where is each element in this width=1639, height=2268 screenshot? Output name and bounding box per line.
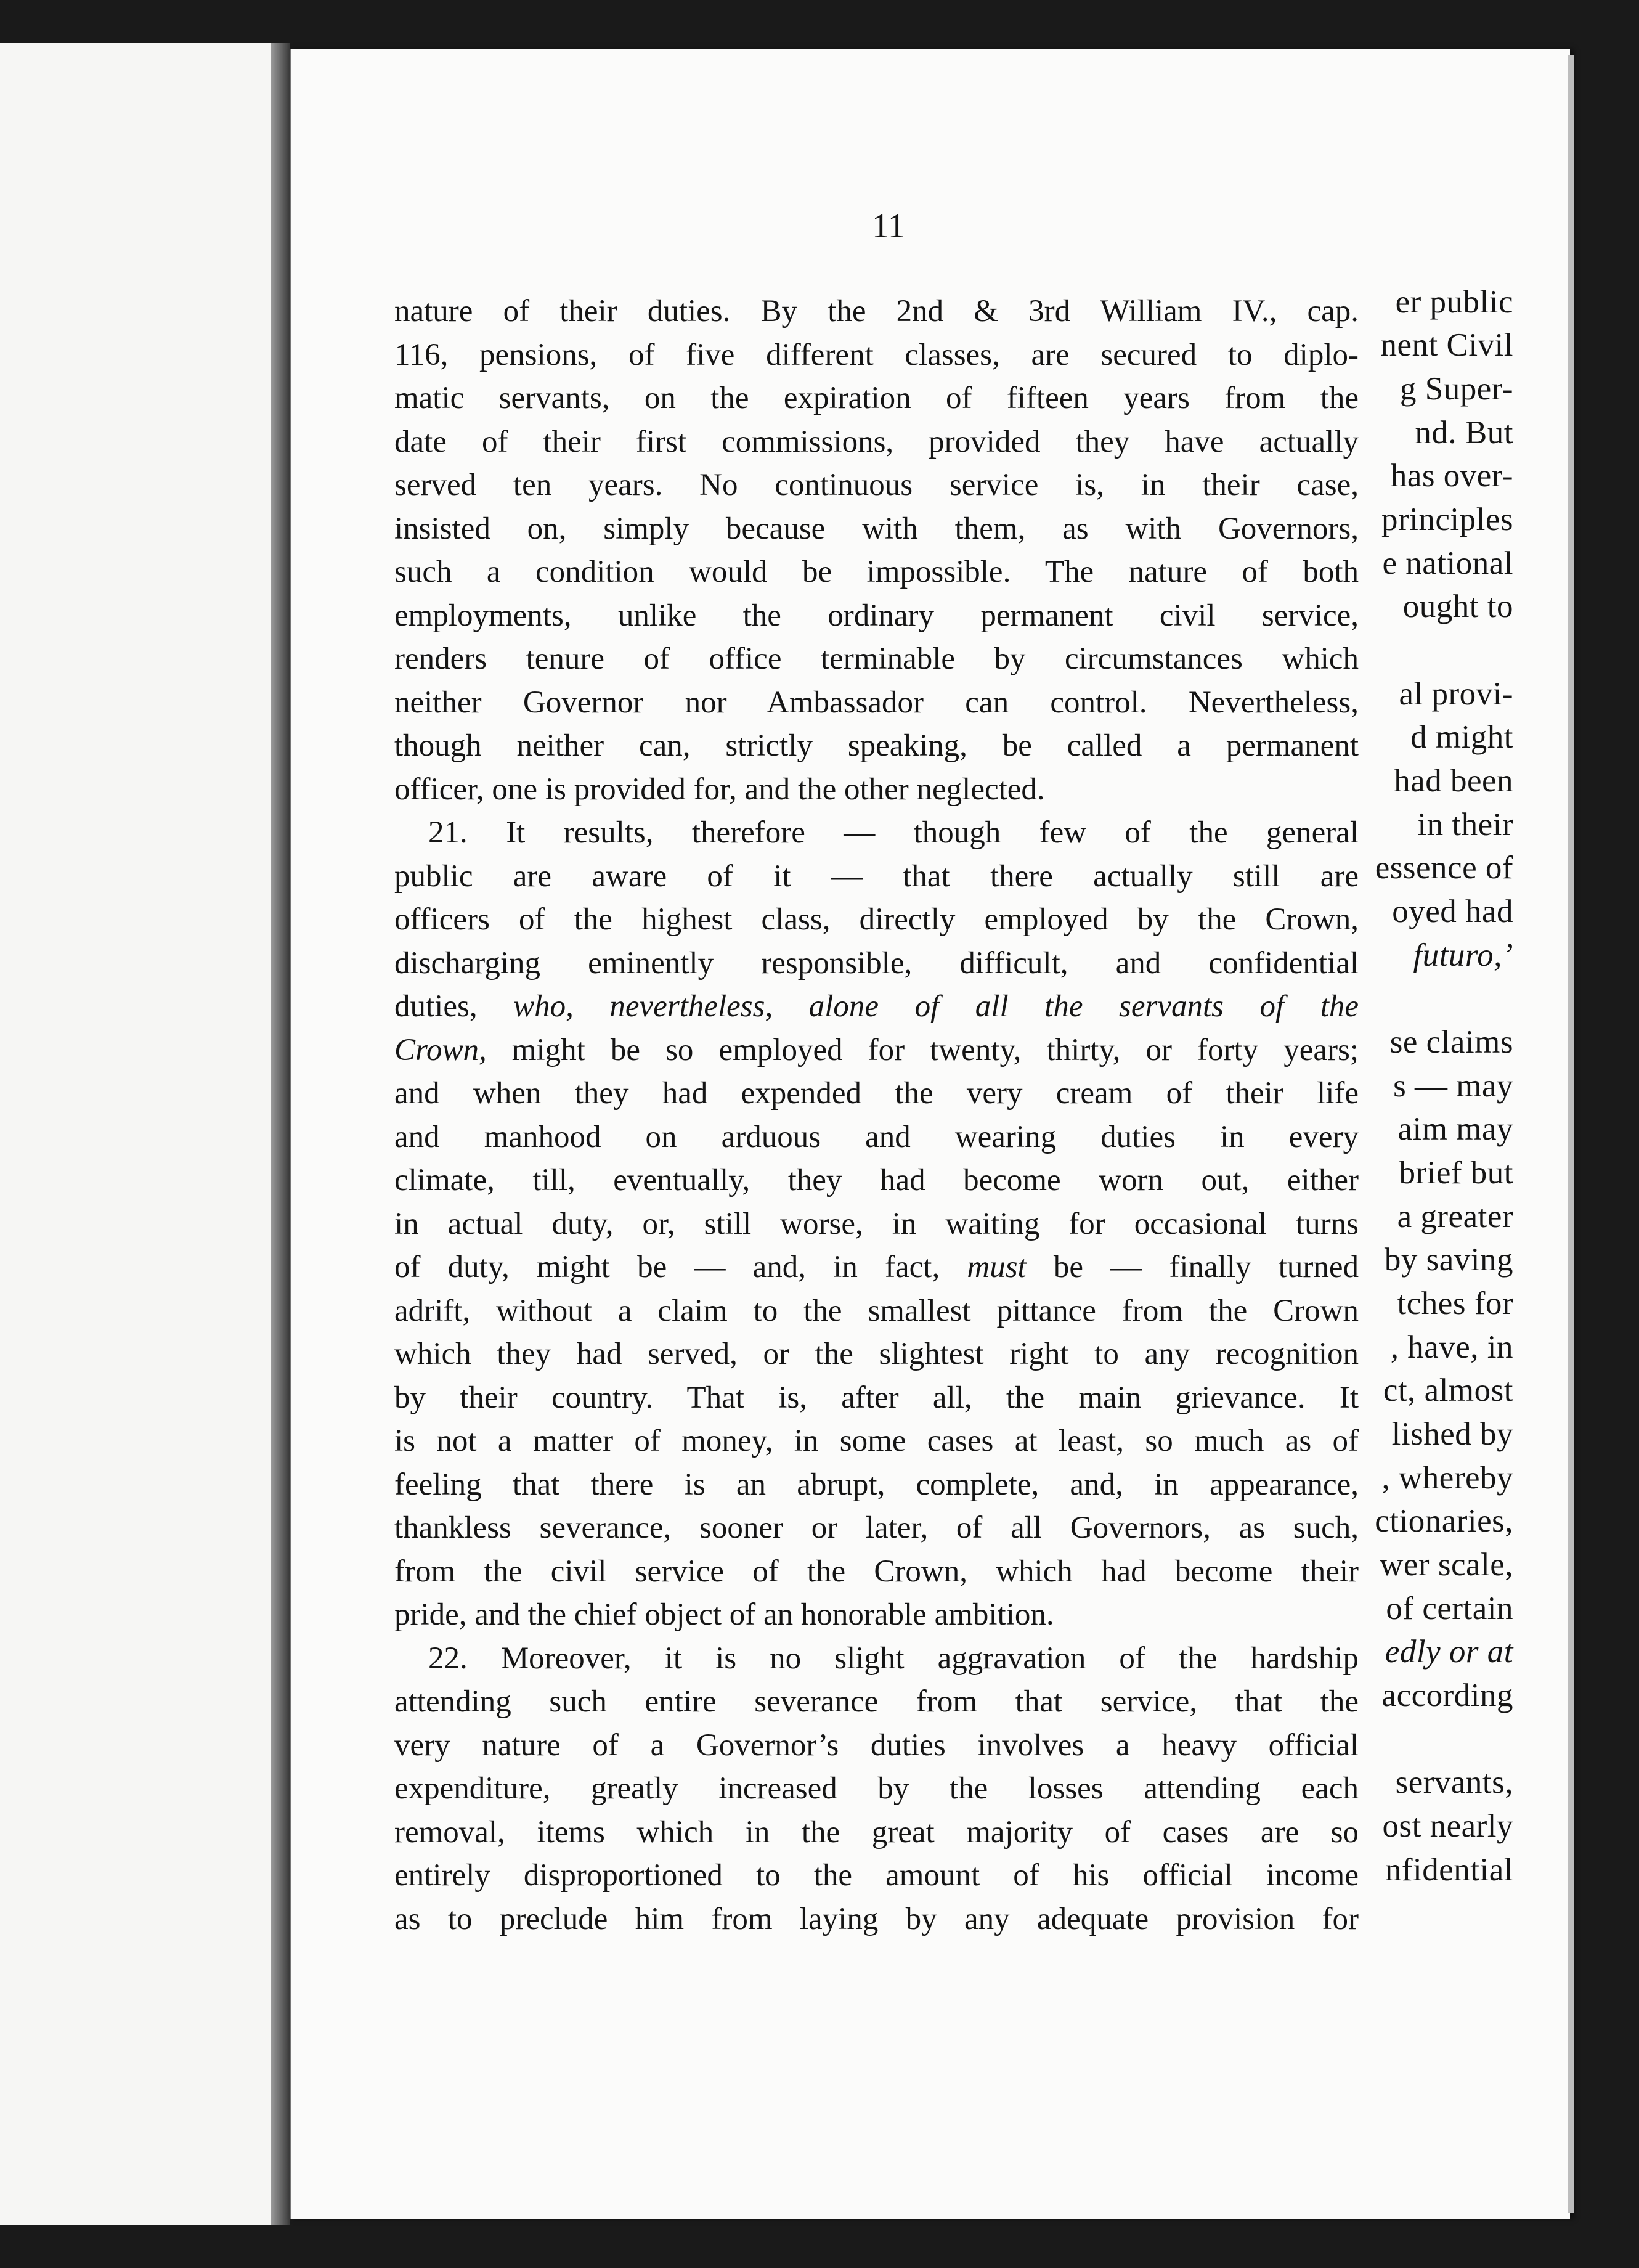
text-line: feeling that there is an abrupt, complete, and, in appearance, xyxy=(394,1467,1359,1502)
left-page-line: ct, almost xyxy=(1383,1373,1513,1408)
left-page-line: in their xyxy=(1417,807,1513,842)
left-page-line: wer scale, xyxy=(1380,1547,1513,1583)
text-line: date of their first commissions, provided they have actually xyxy=(394,424,1359,459)
italic-text: must xyxy=(967,1250,1027,1284)
left-page-line: , whereby xyxy=(1381,1460,1513,1496)
left-page-line: s — may xyxy=(1393,1068,1513,1104)
text-line: employments, unlike the ordinary permanent civil service, xyxy=(394,598,1359,633)
text-line: nature of their duties. By the 2nd & 3rd William IV., cap. xyxy=(394,294,1359,328)
text-line: which they had served, or the slightest right to any recognition xyxy=(394,1337,1359,1371)
text-line: expenditure, greatly increased by the losses attending each xyxy=(394,1771,1359,1806)
left-page-line: principles xyxy=(1381,502,1513,537)
text-line: is not a matter of money, in some cases at least, so much as of xyxy=(394,1424,1359,1458)
left-page-line: ctionaries, xyxy=(1375,1503,1513,1539)
text-line: public are aware of it — that there actually still are xyxy=(394,859,1359,894)
italic-text: who, nevertheless, alone of all the servants of the xyxy=(513,989,1359,1024)
italic-text: Crown, xyxy=(394,1032,487,1067)
left-page-line: by saving xyxy=(1384,1242,1513,1278)
left-page-line: brief but xyxy=(1399,1155,1513,1191)
left-page-line: edly or at xyxy=(1385,1634,1513,1670)
text-line: from the civil service of the Crown, which had become their xyxy=(394,1554,1359,1589)
left-page-line: aim may xyxy=(1397,1111,1513,1147)
left-page-line: of certain xyxy=(1386,1591,1513,1626)
text-line: climate, till, eventually, they had become worn out, either xyxy=(394,1163,1359,1197)
left-page-line: had been xyxy=(1394,763,1513,799)
left-page-line: nent Civil xyxy=(1380,327,1513,363)
left-page-line: servants, xyxy=(1395,1764,1513,1800)
text-line: renders tenure of office terminable by circumstances which xyxy=(394,642,1359,676)
text-line: pride, and the chief object of an honorable ambition. xyxy=(394,1597,1054,1632)
text-line: in actual duty, or, still worse, in waiting for occasional turns xyxy=(394,1206,1359,1241)
left-page-line: al provi- xyxy=(1399,676,1513,712)
text-line-with-italic: Crown, might be so employed for twenty, thirty, or forty years; xyxy=(394,1032,1359,1067)
left-page-line: nfidential xyxy=(1385,1852,1513,1888)
left-page-line: ost nearly xyxy=(1382,1808,1513,1844)
book-gutter xyxy=(271,43,290,2225)
left-page-line: lished by xyxy=(1391,1416,1513,1452)
text-line: thankless severance, sooner or later, of all Governors, as such, xyxy=(394,1511,1359,1545)
text-line: such a condition would be impossible. The nature of both xyxy=(394,555,1359,589)
text-line: though neither can, strictly speaking, be called a permanent xyxy=(394,728,1359,763)
text-line: removal, items which in the great majority of cases are so xyxy=(394,1814,1359,1850)
left-page-line: er public xyxy=(1395,284,1513,320)
left-page-line: futuro,’ xyxy=(1413,937,1513,973)
text-line-with-italic: of duty, might be — and, in fact, must be — finally turned xyxy=(394,1250,1359,1284)
left-page-line: g Super- xyxy=(1400,371,1513,407)
text-line: and when they had expended the very cream of their life xyxy=(394,1076,1359,1111)
left-page-line: , have, in xyxy=(1390,1329,1513,1365)
text-line: entirely disproportioned to the amount of his official income xyxy=(394,1858,1359,1893)
text-line: officers of the highest class, directly employed by the Crown, xyxy=(394,902,1359,937)
page-number: 11 xyxy=(872,207,905,245)
left-page-line: d might xyxy=(1410,719,1513,755)
left-page-line: oyed had xyxy=(1392,894,1513,929)
left-page-line: tches for xyxy=(1397,1286,1513,1321)
paragraph-22-start: 22. Moreover, it is no slight aggravation of the hardship xyxy=(428,1641,1359,1676)
text-line-with-italic: duties, who, nevertheless, alone of all the servants of the xyxy=(394,989,1359,1024)
text-line: adrift, without a claim to the smallest pittance from the Crown xyxy=(394,1293,1359,1328)
text-line: attending such entire severance from that service, that the xyxy=(394,1684,1359,1719)
left-page-line: se claims xyxy=(1389,1024,1513,1060)
text-line: officer, one is provided for, and the other neglected. xyxy=(394,772,1045,807)
left-page-line: according xyxy=(1381,1678,1513,1713)
text-line: 116, pensions, of five different classes, are secured to diplo- xyxy=(394,337,1359,372)
text-line: insisted on, simply because with them, as with Governors, xyxy=(394,511,1359,546)
left-page-line: nd. But xyxy=(1415,415,1513,451)
page-edge xyxy=(1568,55,1574,2213)
paragraph-21-start: 21. It results, therefore — though few of the general xyxy=(428,815,1359,850)
text-line: served ten years. No continuous service is, in their case, xyxy=(394,468,1359,502)
text-line: and manhood on arduous and wearing duties in every xyxy=(394,1119,1359,1154)
text-line: by their country. That is, after all, the main grievance. It xyxy=(394,1380,1359,1415)
text-line: matic servants, on the expiration of fifteen years from the xyxy=(394,381,1359,415)
text-line: discharging eminently responsible, difficult, and confidential xyxy=(394,945,1359,981)
text-line: as to preclude him from laying by any adequate provision for xyxy=(394,1901,1359,1936)
left-page-line: ought to xyxy=(1402,589,1513,624)
left-page-line: a greater xyxy=(1397,1199,1513,1234)
left-page-line: e national xyxy=(1382,545,1513,581)
text-line: very nature of a Governor’s duties involves a heavy official xyxy=(394,1728,1359,1763)
left-page xyxy=(0,43,271,2225)
body-text xyxy=(394,290,1359,1941)
left-page-line: has over- xyxy=(1390,458,1513,494)
text-line: neither Governor nor Ambassador can control. Nevertheless, xyxy=(394,685,1359,720)
left-page-line: essence of xyxy=(1375,850,1513,886)
